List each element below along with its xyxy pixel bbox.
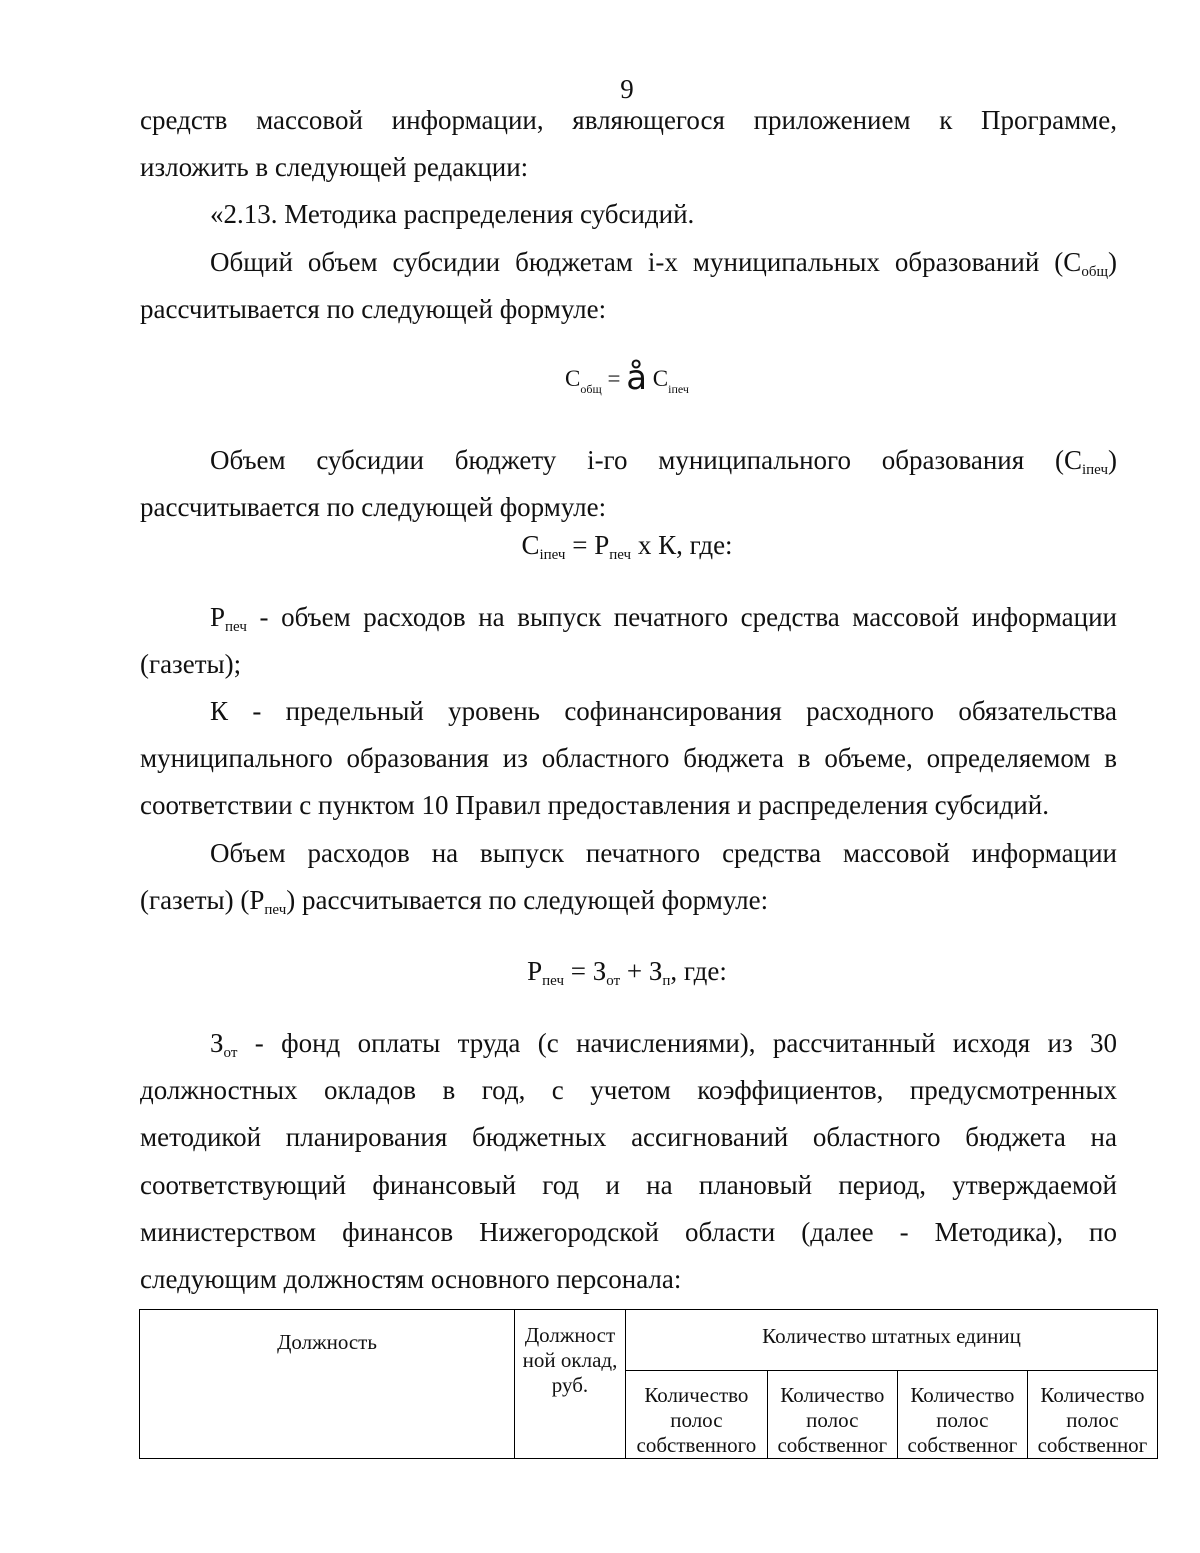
paragraph-line: следующим должностям основного персонала: (140, 1264, 682, 1294)
subheader-cell: Количество полос собственног (897, 1371, 1027, 1459)
paragraph-line: рассчитывается по следующей формуле: (140, 492, 607, 522)
paragraph-line: $З_{от}$ - фонд оплаты труда (с начислениями), рассчитанный исходя из 30 (210, 1028, 1117, 1061)
sigma-symbol: å (626, 358, 648, 398)
paragraph-line: Объем субсидии бюджету i-го муниципального образования $(С_{iпеч})$ (210, 445, 1117, 478)
header-staff-units: Количество штатных единиц (626, 1310, 1158, 1371)
section-heading: «2.13. Методика распределения субсидий. (210, 199, 695, 229)
paragraph-line: муниципального образования из областного бюджета в объеме, определяемом в (140, 743, 1117, 773)
subheader-cell: Количество полос собственног (767, 1371, 897, 1459)
header-position: Должность (140, 1310, 515, 1459)
paragraph-line: средств массовой информации, являющегося приложением к Программе, (140, 105, 1117, 135)
page-number: 9 (620, 74, 634, 104)
subheader-cell: Количество полос собственног (1027, 1371, 1157, 1459)
table-header-row (140, 1310, 1158, 1371)
paragraph-line: (газеты); (140, 649, 242, 679)
formula-total-subsidy: $С_{общ}$ = å $С_{iпеч}$ (565, 358, 689, 398)
subheader-cell: Количество полос собственного (626, 1371, 768, 1459)
paragraph-line: Общий объем субсидии бюджетам i-х муниципальных образований $(С_{общ})$ (210, 247, 1117, 280)
paragraph-line: Объем расходов на выпуск печатного средства массовой информации (210, 838, 1117, 868)
paragraph-line: должностных окладов в год, с учетом коэффициентов, предусмотренных (140, 1075, 1117, 1105)
paragraph-line: методикой планирования бюджетных ассигнований областного бюджета на (140, 1122, 1117, 1152)
paragraph-line: соответствии с пунктом 10 Правил предоставления и распределения субсидий. (140, 790, 1049, 820)
formula-municipal-subsidy: $С_{iпеч} = Р_{печ}$ х К, где: (521, 530, 733, 563)
paragraph-line: (газеты) $(Р_{печ})$ рассчитывается по следующей формуле: (140, 885, 769, 918)
paragraph-line: соответствующий финансовый год и на плановый период, утверждаемой (140, 1170, 1117, 1200)
paragraph-line: рассчитывается по следующей формуле: (140, 294, 607, 324)
formula-print-costs: $Р_{печ} = З_{от} + З_п$, где: (527, 956, 727, 989)
staff-table (139, 1309, 1158, 1459)
paragraph-line: изложить в следующей редакции: (140, 152, 529, 182)
paragraph-line: министерством финансов Нижегородской области (далее - Методика), по (140, 1217, 1117, 1247)
paragraph-line: $Р_{печ}$ - объем расходов на выпуск печатного средства массовой информации (210, 602, 1117, 635)
header-salary: Должност ной оклад, руб. (515, 1310, 626, 1459)
paragraph-line: К - предельный уровень софинансирования расходного обязательства (210, 696, 1117, 726)
